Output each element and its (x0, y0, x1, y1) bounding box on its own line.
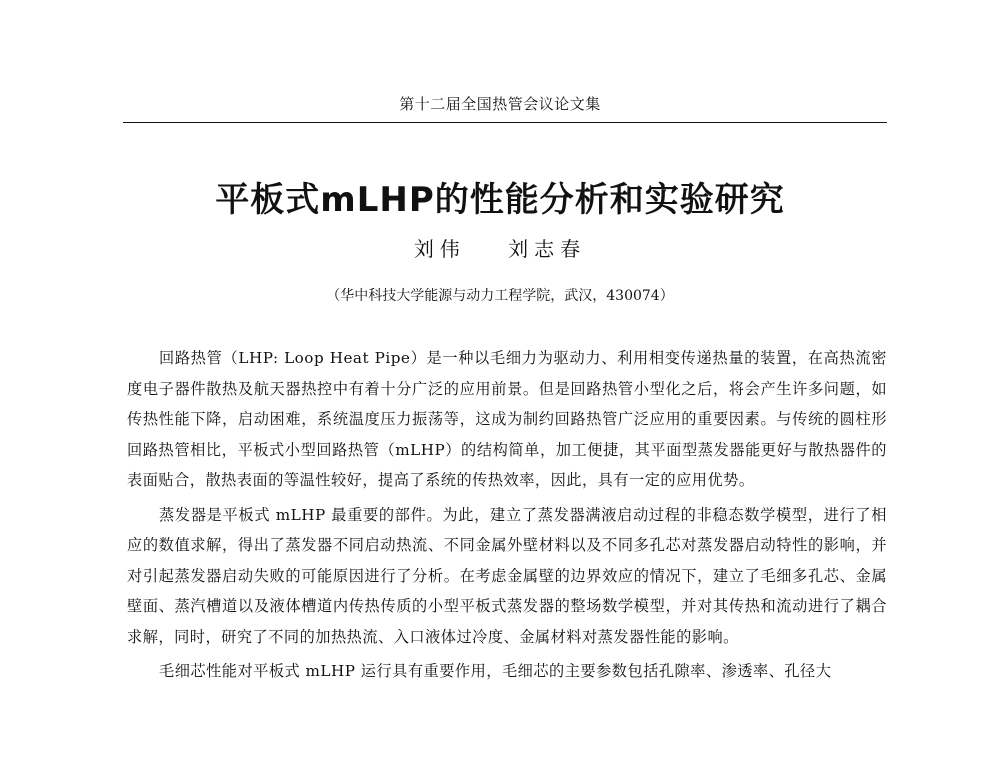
body-text (127, 343, 887, 691)
affiliation: （华中科技大学能源与动力工程学院，武汉，430074） (326, 288, 674, 304)
authors: 刘伟 刘志春 (413, 237, 587, 261)
paragraph-2: 蒸发器是平板式 mLHP 最重要的部件。为此，建立了蒸发器满液启动过程的非稳态数学模型，进行了相应的数值求解，得出了蒸发器不同启动热流、不同金属外壁材料以及不同多孔芯对蒸发器启动特性的影响，并对引起蒸发器启动失败的可能原因进行了分析。在考虑金属壁的边界效应的情况下，建立了毛细多孔芯、金属壁面、蒸汽槽道以及液体槽道内传热传质的小型平板式蒸发器的整场数学模型，并对其传热和流动进行了耦合求解，同时，研究了不同的加热热流、入口液体过冷度、金属材料对蒸发器性能的影响。 (127, 505, 887, 646)
paragraph-3: 毛细芯性能对平板式 mLHP 运行具有重要作用，毛细芯的主要参数包括孔隙率、渗透率、孔径大 (159, 662, 832, 680)
paragraph-1: 回路热管（LHP: Loop Heat Pipe）是一种以毛细力为驱动力、利用相变传递热量的装置，在高热流密度电子器件散热及航天器热控中有着十分广泛的应用前景。但是回路热管小型化之后，将会产生许多问题，如传热性能下降，启动困难，系统温度压力振荡等，这成为制约回路热管广泛应用的重要因素。与传统的圆柱形回路热管相比，平板式小型回路热管（mLHP）的结构简单，加工便捷，其平面型蒸发器能更好与散热器件的表面贴合，散热表面的等温性较好，提高了系统的传热效率，因此，具有一定的应用优势。 (127, 349, 887, 489)
header-rule (123, 122, 887, 123)
running-header: 第十二届全国热管会议论文集 (399, 95, 601, 113)
paper-title: 平板式mLHP的性能分析和实验研究 (215, 180, 785, 220)
